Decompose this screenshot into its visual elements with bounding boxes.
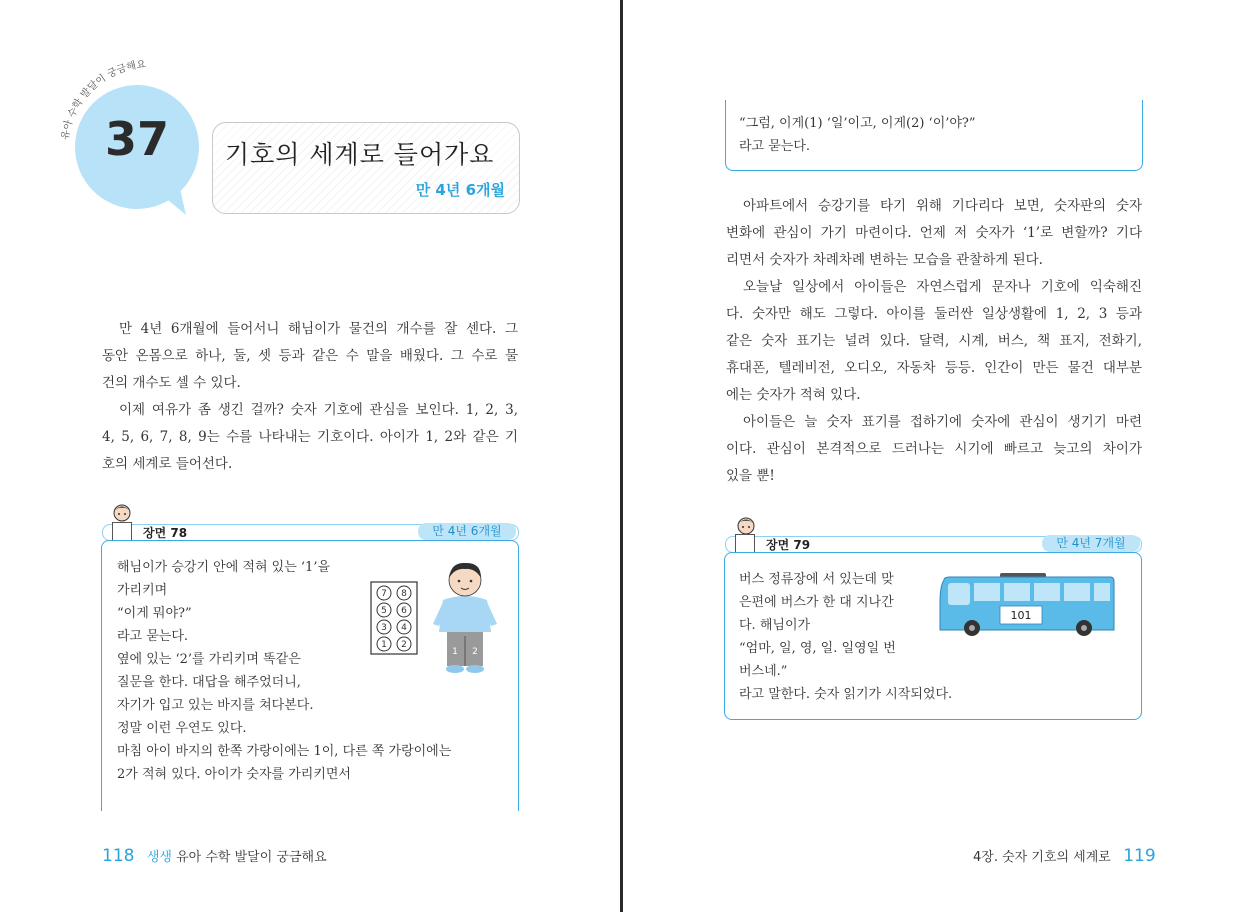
chapter-age: 만 4년 6개월 — [415, 181, 505, 199]
bus-illustration-icon — [938, 572, 1118, 638]
scene-age: 만 4년 6개월 — [418, 523, 516, 540]
text-line: 4, 5, 6, 7, 8, 9는 수를 나타내는 기호이다. 아이가 1, 2와 같은 기 — [102, 429, 518, 445]
scene-line: 해님이가 승강기 안에 적혀 있는 ‘1’을 — [117, 560, 331, 575]
text-line: 있을 뿐! — [726, 468, 775, 484]
book-title: 유아 수학 발달이 궁금해요 — [176, 850, 327, 865]
body-text — [102, 316, 518, 478]
text-line: 에는 숫자가 적혀 있다. — [726, 387, 861, 403]
scene-line: 옆에 있는 ‘2’를 가리키며 똑같은 — [117, 652, 301, 667]
left-folio — [102, 846, 327, 866]
scene-line: 라고 묻는다. — [117, 629, 189, 644]
scene-line: 다. 해님이가 — [739, 618, 811, 633]
elevator-button-label: 1 — [381, 640, 387, 650]
body-text — [726, 193, 1142, 490]
text-line: 아이들은 늘 숫자 표기를 접하기에 숫자에 관심이 생기기 마련 — [743, 414, 1142, 430]
chapter-title-box — [212, 122, 520, 214]
elevator-button-label: 2 — [401, 640, 407, 650]
text-line: 이제 여유가 좀 생긴 걸까? 숫자 기호에 관심을 보인다. 1, 2, 3, — [119, 402, 518, 418]
elevator-button-label: 8 — [401, 589, 407, 599]
scene-line: 질문을 한다. 대답을 해주었더니, — [117, 675, 301, 690]
text-line: 휴대폰, 텔레비전, 오디오, 자동차 등등. 인간이 만든 물건 대부분 — [726, 360, 1142, 376]
text-line: 변화에 관심이 가기 마련이다. 언제 저 숫자가 ‘1’로 변할까? 기다 — [726, 225, 1142, 241]
elevator-button-label: 3 — [381, 623, 387, 633]
elevator-button-label: 4 — [401, 623, 407, 633]
scene-line: 가리키며 — [117, 583, 168, 598]
text-line: 아파트에서 승강기를 타기 위해 기다리다 보면, 숫자판의 숫자 — [743, 198, 1142, 214]
text-line: 호의 세계로 들어선다. — [102, 456, 233, 472]
scene-line: 버스 정류장에 서 있는데 맞 — [739, 572, 894, 587]
scene-line: “엄마, 일, 영, 일. 일영일 번 — [739, 641, 896, 656]
brand-label: 생생 — [146, 850, 172, 865]
elevator-panel-icon — [370, 581, 418, 655]
bus-number: 101 — [1010, 609, 1032, 622]
arc-label-text: 유아 수학 발달이 궁금해요 — [59, 59, 147, 141]
scene-line: 자기가 입고 있는 바지를 쳐다본다. — [117, 698, 314, 713]
elevator-button-label: 6 — [401, 606, 407, 616]
text-line: 이다. 관심이 본격적으로 드러나는 시기에 빠르고 늦고의 차이가 — [726, 441, 1142, 457]
avatar-frame — [735, 534, 755, 554]
scene-line: 은편에 버스가 한 대 지나간 — [739, 595, 894, 610]
left-page — [0, 0, 620, 912]
right-folio — [973, 846, 1156, 866]
text-line: 다. 숫자만 해도 그렇다. 아이를 둘러싼 일상생활에 1, 2, 3 등과 — [726, 306, 1142, 322]
scene-age: 만 4년 7개월 — [1042, 535, 1140, 552]
scene-text-continued — [739, 112, 976, 158]
text-line: 만 4년 6개월에 들어서니 해님이가 물건의 개수를 잘 센다. 그 — [119, 321, 518, 337]
scene-line: 라고 묻는다. — [739, 139, 811, 154]
text-line: 동안 온몸으로 하나, 둘, 셋 등과 같은 수 말을 배웠다. 그 수로 물 — [102, 348, 518, 364]
pants-number: 1 — [452, 647, 458, 657]
avatar-frame — [112, 522, 132, 542]
scene-line: 버스네.” — [739, 664, 788, 679]
scene-line: 2가 적혀 있다. 아이가 숫자를 가리키면서 — [117, 767, 351, 782]
text-line: 리면서 숫자가 차례차례 변하는 모습을 관찰하게 된다. — [726, 252, 1043, 268]
chapter-label: 4장. 숫자 기호의 세계로 — [973, 850, 1111, 865]
boy-illustration-icon — [425, 560, 505, 678]
right-page — [623, 0, 1242, 912]
scene-text — [739, 568, 952, 706]
pants-number: 2 — [472, 647, 478, 657]
page-number: 119 — [1123, 846, 1156, 866]
scene-title: 장면 78 — [143, 526, 188, 540]
text-line: 건의 개수도 셀 수 있다. — [102, 375, 241, 391]
elevator-button-label: 7 — [381, 589, 387, 599]
chapter-number: 37 — [104, 112, 169, 166]
page-number: 118 — [102, 846, 135, 866]
scene-line: “그럼, 이게(1) ‘일’이고, 이게(2) ‘이’야?” — [739, 116, 976, 131]
scene-line: 라고 말한다. 숫자 읽기가 시작되었다. — [739, 687, 953, 702]
chapter-title: 기호의 세계로 들어가요 — [225, 140, 495, 169]
scene-line: 마침 아이 바지의 한쪽 가랑이에는 1이, 다른 쪽 가랑이에는 — [117, 744, 452, 759]
scene-line: “이게 뭐야?” — [117, 606, 192, 621]
text-line: 오늘날 일상에서 아이들은 자연스럽게 문자나 기호에 익숙해진 — [743, 279, 1142, 295]
scene-title: 장면 79 — [766, 538, 811, 552]
scene-line: 정말 이런 우연도 있다. — [117, 721, 247, 736]
elevator-button-label: 5 — [381, 606, 387, 616]
text-line: 같은 숫자 표기는 널려 있다. 달력, 시계, 버스, 책 표지, 전화기, — [726, 333, 1142, 349]
